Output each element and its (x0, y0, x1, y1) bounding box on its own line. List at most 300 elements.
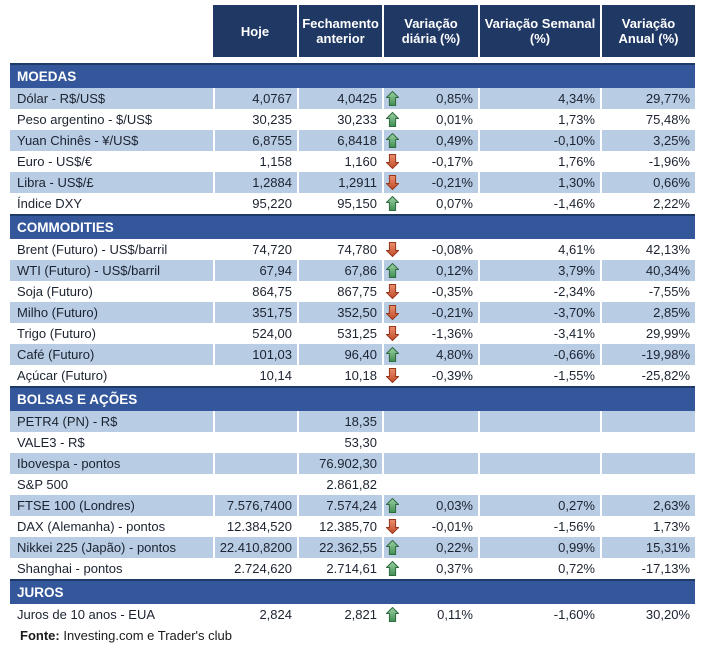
hoje-cell (213, 260, 297, 281)
fechamento-cell-value: 7.574,24 (326, 498, 377, 513)
hoje-cell-value: 351,75 (252, 305, 292, 320)
variacao-semanal-cell (478, 109, 600, 130)
label-cell (10, 474, 213, 495)
fechamento-cell-value: 18,35 (344, 414, 377, 429)
hoje-cell-value: 101,03 (252, 347, 292, 362)
label-cell-value: Dólar - R$/US$ (17, 91, 106, 106)
up-arrow-icon (386, 196, 399, 211)
variacao-anual-cell-value: -19,98% (641, 347, 690, 362)
fechamento-cell-value: 2,821 (344, 607, 377, 622)
label-cell (10, 495, 213, 516)
variacao-diaria-cell (382, 432, 478, 453)
column-header-hoje: Hoje (213, 5, 297, 57)
hoje-cell (213, 411, 297, 432)
variacao-anual-cell (600, 516, 695, 537)
table-row (10, 260, 695, 281)
down-arrow-icon (386, 326, 399, 341)
variacao-anual-cell (600, 302, 695, 323)
variacao-anual-cell (600, 151, 695, 172)
variacao-semanal-cell-value: -1,55% (553, 368, 595, 383)
variacao-anual-cell (600, 88, 695, 109)
hoje-cell-value: 2,824 (259, 607, 292, 622)
label-cell (10, 453, 213, 474)
variacao-diaria-cell-value: 0,85% (436, 91, 473, 106)
fechamento-cell-value: 53,30 (344, 435, 377, 450)
label-cell (10, 88, 213, 109)
source-text: Investing.com e Trader's club (59, 628, 233, 643)
label-cell-value: Trigo (Futuro) (17, 326, 96, 341)
table-body (10, 63, 695, 625)
label-cell-value: VALE3 - R$ (17, 435, 85, 450)
table-row (10, 537, 695, 558)
variacao-diaria-cell (382, 516, 478, 537)
hoje-cell-value: 524,00 (252, 326, 292, 341)
fechamento-cell-value: 74,780 (337, 242, 377, 257)
fechamento-cell-value: 2.861,82 (326, 477, 377, 492)
variacao-anual-cell-value: -7,55% (648, 284, 690, 299)
up-arrow-icon (386, 561, 399, 576)
variacao-anual-cell (600, 260, 695, 281)
label-cell-value: Peso argentino - $/US$ (17, 112, 153, 127)
variacao-semanal-cell (478, 432, 600, 453)
variacao-semanal-cell (478, 281, 600, 302)
label-cell (10, 537, 213, 558)
variacao-anual-cell (600, 239, 695, 260)
variacao-anual-cell-value: -25,82% (641, 368, 690, 383)
label-cell (10, 323, 213, 344)
down-arrow-icon (386, 242, 399, 257)
fechamento-cell (297, 365, 382, 386)
variacao-diaria-cell-value: 0,03% (436, 498, 473, 513)
hoje-cell (213, 558, 297, 579)
variacao-anual-cell (600, 323, 695, 344)
variacao-diaria-cell (382, 604, 478, 625)
variacao-diaria-cell-value: 0,12% (436, 263, 473, 278)
fechamento-cell-value: 2.714,61 (326, 561, 377, 576)
variacao-diaria-cell (382, 239, 478, 260)
hoje-cell-value: 864,75 (252, 284, 292, 299)
variacao-diaria-cell-value: 0,37% (436, 561, 473, 576)
fechamento-cell (297, 260, 382, 281)
label-cell-value: Brent (Futuro) - US$/barril (17, 242, 168, 257)
variacao-diaria-cell (382, 193, 478, 214)
variacao-semanal-cell-value: -2,34% (553, 284, 595, 299)
variacao-diaria-cell (382, 130, 478, 151)
section-header-bolsas-e-acoes: BOLSAS E AÇÕES (10, 386, 695, 411)
variacao-anual-cell-value: 0,66% (653, 175, 690, 190)
table-row (10, 344, 695, 365)
label-cell (10, 193, 213, 214)
table-row (10, 453, 695, 474)
up-arrow-icon (386, 263, 399, 278)
label-cell-value: Nikkei 225 (Japão) - pontos (17, 540, 176, 555)
hoje-cell (213, 453, 297, 474)
variacao-anual-cell-value: 75,48% (645, 112, 690, 127)
variacao-diaria-cell-value: 0,49% (436, 133, 473, 148)
variacao-anual-cell (600, 474, 695, 495)
label-cell (10, 130, 213, 151)
variacao-semanal-cell (478, 302, 600, 323)
variacao-diaria-cell-value: 0,22% (436, 540, 473, 555)
variacao-anual-cell (600, 344, 695, 365)
hoje-cell (213, 365, 297, 386)
hoje-cell (213, 432, 297, 453)
fechamento-cell-value: 96,40 (344, 347, 377, 362)
variacao-semanal-cell (478, 344, 600, 365)
up-arrow-icon (386, 112, 399, 127)
hoje-cell-value: 4,0767 (252, 91, 292, 106)
fechamento-cell-value: 531,25 (337, 326, 377, 341)
fechamento-cell (297, 474, 382, 495)
label-cell (10, 344, 213, 365)
table-row (10, 109, 695, 130)
variacao-semanal-cell (478, 151, 600, 172)
variacao-diaria-cell-value: -0,39% (431, 368, 473, 383)
label-cell (10, 172, 213, 193)
hoje-cell (213, 151, 297, 172)
down-arrow-icon (386, 305, 399, 320)
variacao-anual-cell-value: -1,96% (648, 154, 690, 169)
variacao-anual-cell (600, 281, 695, 302)
down-arrow-icon (386, 368, 399, 383)
variacao-semanal-cell-value: 4,34% (558, 91, 595, 106)
variacao-diaria-cell-value: -0,01% (431, 519, 473, 534)
fechamento-cell-value: 12.385,70 (319, 519, 377, 534)
variacao-diaria-cell (382, 474, 478, 495)
variacao-diaria-cell (382, 365, 478, 386)
variacao-anual-cell (600, 109, 695, 130)
table-row (10, 281, 695, 302)
variacao-semanal-cell-value: -1,56% (553, 519, 595, 534)
variacao-anual-cell (600, 558, 695, 579)
variacao-anual-cell-value: 2,85% (653, 305, 690, 320)
variacao-diaria-cell (382, 495, 478, 516)
hoje-cell-value: 1,158 (259, 154, 292, 169)
variacao-anual-cell (600, 537, 695, 558)
section-header-juros: JUROS (10, 579, 695, 604)
column-header-variacao-semanal: Variação Semanal (%) (478, 5, 600, 57)
hoje-cell (213, 239, 297, 260)
hoje-cell (213, 130, 297, 151)
label-cell (10, 558, 213, 579)
variacao-anual-cell-value: -17,13% (641, 561, 690, 576)
variacao-semanal-cell-value: 0,27% (558, 498, 595, 513)
label-cell-value: Juros de 10 anos - EUA (17, 607, 156, 622)
hoje-cell-value: 74,720 (252, 242, 292, 257)
variacao-diaria-cell (382, 537, 478, 558)
hoje-cell-value: 22.410,8200 (219, 540, 292, 555)
label-cell (10, 302, 213, 323)
fechamento-cell (297, 516, 382, 537)
fechamento-cell-value: 67,86 (344, 263, 377, 278)
variacao-anual-cell (600, 193, 695, 214)
up-arrow-icon (386, 498, 399, 513)
table-row (10, 323, 695, 344)
fechamento-cell-value: 1,2911 (338, 175, 377, 190)
hoje-cell-value: 95,220 (252, 196, 292, 211)
table-row (10, 172, 695, 193)
variacao-semanal-cell (478, 495, 600, 516)
variacao-anual-cell-value: 15,31% (645, 540, 690, 555)
variacao-diaria-cell-value: -0,08% (431, 242, 473, 257)
table-row (10, 239, 695, 260)
header-spacer (10, 5, 213, 57)
variacao-diaria-cell (382, 411, 478, 432)
fechamento-cell-value: 76.902,30 (319, 456, 377, 471)
hoje-cell (213, 323, 297, 344)
variacao-diaria-cell (382, 88, 478, 109)
label-cell (10, 604, 213, 625)
variacao-diaria-cell (382, 344, 478, 365)
fechamento-cell (297, 130, 382, 151)
label-cell-value: S&P 500 (17, 477, 69, 492)
variacao-semanal-cell (478, 453, 600, 474)
variacao-diaria-cell-value: 0,11% (437, 607, 473, 622)
label-cell (10, 516, 213, 537)
label-cell-value: FTSE 100 (Londres) (17, 498, 135, 513)
variacao-diaria-cell (382, 260, 478, 281)
variacao-semanal-cell (478, 323, 600, 344)
variacao-anual-cell (600, 432, 695, 453)
variacao-semanal-cell-value: -0,10% (553, 133, 595, 148)
variacao-diaria-cell-value: -1,36% (431, 326, 473, 341)
fechamento-cell (297, 88, 382, 109)
hoje-cell-value: 1,2884 (252, 175, 292, 190)
down-arrow-icon (386, 175, 399, 190)
label-cell (10, 281, 213, 302)
section-header-commodities: COMMODITIES (10, 214, 695, 239)
label-cell (10, 260, 213, 281)
variacao-diaria-cell-value: 4,80% (436, 347, 473, 362)
hoje-cell (213, 474, 297, 495)
fechamento-cell (297, 344, 382, 365)
table-row (10, 193, 695, 214)
up-arrow-icon (386, 607, 399, 622)
label-cell-value: Yuan Chinês - ¥/US$ (17, 133, 139, 148)
fechamento-cell-value: 95,150 (337, 196, 377, 211)
fechamento-cell-value: 1,160 (344, 154, 377, 169)
hoje-cell (213, 193, 297, 214)
table-row (10, 130, 695, 151)
table-row (10, 495, 695, 516)
label-cell-value: Libra - US$/£ (17, 175, 94, 190)
label-cell-value: PETR4 (PN) - R$ (17, 414, 118, 429)
variacao-anual-cell (600, 172, 695, 193)
label-cell (10, 109, 213, 130)
fechamento-cell-value: 352,50 (337, 305, 377, 320)
variacao-diaria-cell-value: 0,01% (436, 112, 473, 127)
label-cell (10, 432, 213, 453)
variacao-semanal-cell-value: 1,73% (558, 112, 595, 127)
label-cell (10, 239, 213, 260)
label-cell-value: Café (Futuro) (17, 347, 95, 362)
label-cell-value: Ibovespa - pontos (17, 456, 121, 471)
variacao-semanal-cell-value: 1,76% (558, 154, 595, 169)
source-label: Fonte: (20, 628, 60, 643)
variacao-semanal-cell (478, 411, 600, 432)
variacao-diaria-cell-value: -0,35% (431, 284, 473, 299)
source-note (10, 628, 695, 643)
variacao-anual-cell (600, 604, 695, 625)
variacao-semanal-cell (478, 537, 600, 558)
variacao-semanal-cell (478, 193, 600, 214)
variacao-diaria-cell (382, 281, 478, 302)
label-cell-value: Milho (Futuro) (17, 305, 98, 320)
label-cell (10, 365, 213, 386)
hoje-cell-value: 2.724,620 (234, 561, 292, 576)
up-arrow-icon (386, 347, 399, 362)
variacao-semanal-cell-value: -0,66% (553, 347, 595, 362)
variacao-anual-cell (600, 411, 695, 432)
label-cell-value: Índice DXY (17, 196, 83, 211)
fechamento-cell (297, 302, 382, 323)
variacao-semanal-cell (478, 604, 600, 625)
variacao-anual-cell-value: 29,99% (645, 326, 690, 341)
table-row (10, 411, 695, 432)
variacao-semanal-cell-value: 4,61% (558, 242, 595, 257)
hoje-cell-value: 30,235 (252, 112, 292, 127)
hoje-cell-value: 12.384,520 (226, 519, 292, 534)
variacao-diaria-cell (382, 323, 478, 344)
down-arrow-icon (386, 284, 399, 299)
fechamento-cell (297, 432, 382, 453)
variacao-anual-cell (600, 130, 695, 151)
fechamento-cell (297, 109, 382, 130)
fechamento-cell (297, 281, 382, 302)
fechamento-cell (297, 172, 382, 193)
variacao-anual-cell (600, 495, 695, 516)
variacao-diaria-cell (382, 151, 478, 172)
hoje-cell (213, 516, 297, 537)
fechamento-cell-value: 6,8418 (337, 133, 377, 148)
variacao-anual-cell-value: 29,77% (645, 91, 690, 106)
variacao-anual-cell-value: 40,34% (645, 263, 690, 278)
variacao-diaria-cell (382, 109, 478, 130)
down-arrow-icon (386, 154, 399, 169)
variacao-diaria-cell-value: 0,07% (436, 196, 473, 211)
table-header (10, 5, 695, 57)
fechamento-cell (297, 604, 382, 625)
fechamento-cell (297, 495, 382, 516)
variacao-anual-cell-value: 42,13% (645, 242, 690, 257)
hoje-cell (213, 172, 297, 193)
fechamento-cell (297, 558, 382, 579)
fechamento-cell-value: 867,75 (337, 284, 377, 299)
variacao-semanal-cell (478, 239, 600, 260)
hoje-cell-value: 10,14 (259, 368, 292, 383)
variacao-anual-cell-value: 1,73% (653, 519, 690, 534)
variacao-diaria-cell-value: -0,17% (431, 154, 473, 169)
table-row (10, 151, 695, 172)
variacao-diaria-cell (382, 453, 478, 474)
table-row (10, 474, 695, 495)
table-row (10, 302, 695, 323)
label-cell (10, 411, 213, 432)
quotes-table (10, 5, 695, 643)
column-header-variacao-diaria: Variação diária (%) (382, 5, 478, 57)
up-arrow-icon (386, 133, 399, 148)
label-cell-value: Açúcar (Futuro) (17, 368, 108, 383)
hoje-cell (213, 88, 297, 109)
variacao-anual-cell (600, 453, 695, 474)
hoje-cell (213, 537, 297, 558)
column-header-variacao-anual: Variação Anual (%) (600, 5, 695, 57)
hoje-cell-value: 67,94 (259, 263, 292, 278)
variacao-diaria-cell (382, 172, 478, 193)
table-row (10, 604, 695, 625)
fechamento-cell (297, 193, 382, 214)
fechamento-cell (297, 411, 382, 432)
label-cell-value: Euro - US$/€ (17, 154, 93, 169)
variacao-semanal-cell-value: 3,79% (558, 263, 595, 278)
up-arrow-icon (386, 91, 399, 106)
variacao-semanal-cell (478, 260, 600, 281)
fechamento-cell (297, 323, 382, 344)
variacao-anual-cell-value: 2,22% (653, 196, 690, 211)
variacao-semanal-cell (478, 516, 600, 537)
hoje-cell-value: 7.576,7400 (226, 498, 292, 513)
variacao-diaria-cell-value: -0,21% (431, 305, 473, 320)
variacao-semanal-cell (478, 88, 600, 109)
hoje-cell (213, 604, 297, 625)
variacao-semanal-cell (478, 474, 600, 495)
section-header-moedas: MOEDAS (10, 63, 695, 88)
variacao-diaria-cell (382, 302, 478, 323)
hoje-cell (213, 302, 297, 323)
variacao-anual-cell-value: 2,63% (653, 498, 690, 513)
label-cell (10, 151, 213, 172)
table-row (10, 365, 695, 386)
hoje-cell-value: 6,8755 (252, 133, 292, 148)
hoje-cell (213, 109, 297, 130)
up-arrow-icon (386, 540, 399, 555)
label-cell-value: WTI (Futuro) - US$/barril (17, 263, 161, 278)
variacao-semanal-cell-value: 1,30% (558, 175, 595, 190)
variacao-semanal-cell (478, 130, 600, 151)
table-row (10, 88, 695, 109)
variacao-semanal-cell (478, 558, 600, 579)
column-header-fechamento: Fechamento anterior (297, 5, 382, 57)
fechamento-cell-value: 10,18 (344, 368, 377, 383)
table-row (10, 432, 695, 453)
fechamento-cell-value: 4,0425 (337, 91, 377, 106)
variacao-anual-cell-value: 30,20% (645, 607, 690, 622)
hoje-cell (213, 344, 297, 365)
label-cell-value: DAX (Alemanha) - pontos (17, 519, 166, 534)
fechamento-cell (297, 239, 382, 260)
variacao-diaria-cell (382, 558, 478, 579)
variacao-semanal-cell-value: -1,46% (553, 196, 595, 211)
variacao-semanal-cell-value: -3,70% (553, 305, 595, 320)
hoje-cell (213, 495, 297, 516)
fechamento-cell (297, 453, 382, 474)
hoje-cell (213, 281, 297, 302)
variacao-anual-cell-value: 3,25% (653, 133, 690, 148)
table-row (10, 558, 695, 579)
label-cell-value: Soja (Futuro) (17, 284, 93, 299)
variacao-semanal-cell-value: -3,41% (553, 326, 595, 341)
variacao-semanal-cell-value: -1,60% (553, 607, 595, 622)
label-cell-value: Shanghai - pontos (17, 561, 123, 576)
down-arrow-icon (386, 519, 399, 534)
fechamento-cell (297, 537, 382, 558)
fechamento-cell (297, 151, 382, 172)
variacao-semanal-cell-value: 0,99% (558, 540, 595, 555)
variacao-semanal-cell (478, 365, 600, 386)
variacao-semanal-cell-value: 0,72% (558, 561, 595, 576)
variacao-anual-cell (600, 365, 695, 386)
fechamento-cell-value: 30,233 (337, 112, 377, 127)
